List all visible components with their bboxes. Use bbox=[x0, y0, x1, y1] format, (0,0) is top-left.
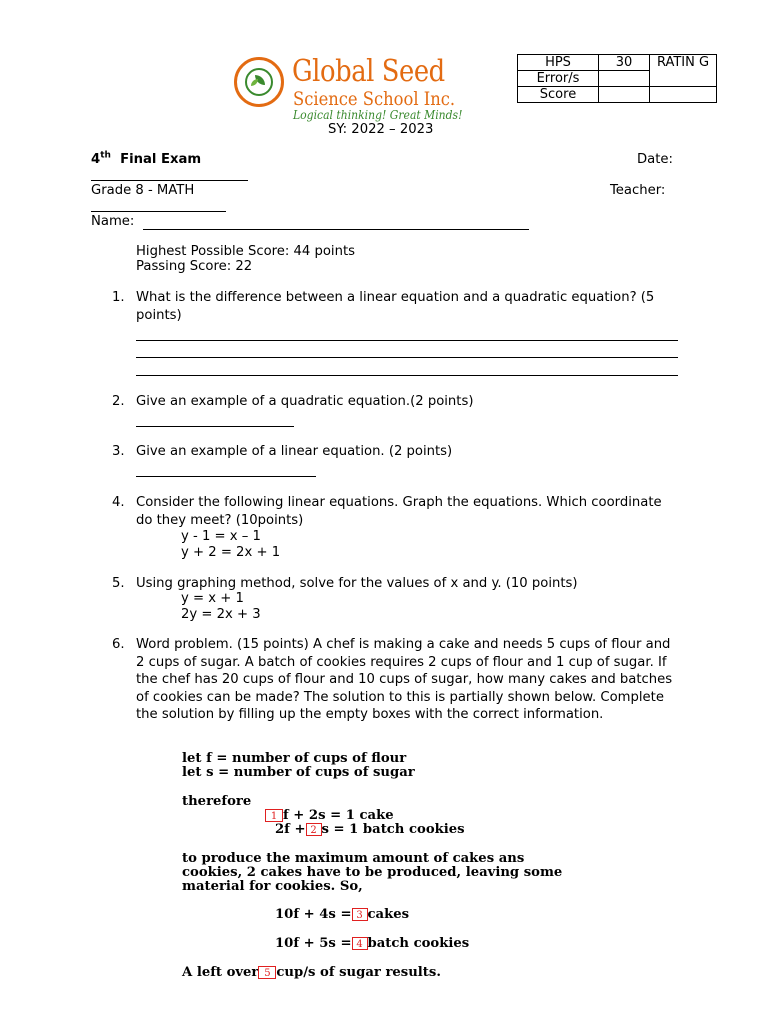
question-text: Word problem. (15 points) A chef is making a cake and needs 5 cups of flour and 2 cups of sugar. A batch of cookies requires 2 cups of flour and 1 cup of sugar. If the chef has 20 cups of flour and 10 cups of sugar, how many cakes and batches of cookies can be made? The solution to this is partially shown below. Complete the solution by filling up the empty boxes with the correct information. bbox=[136, 637, 673, 723]
name-label: Name: bbox=[91, 214, 135, 229]
solution-paragraph-line: to produce the maximum amount of cakes ans bbox=[182, 851, 525, 866]
solution-therefore: therefore bbox=[182, 794, 252, 809]
question-number: 6. bbox=[112, 637, 125, 652]
question-number: 4. bbox=[112, 495, 125, 510]
blank-line bbox=[91, 180, 248, 181]
question-1 bbox=[112, 289, 682, 324]
rating-cell[interactable] bbox=[650, 87, 717, 103]
answer-line[interactable] bbox=[136, 340, 678, 341]
solution-equation-1: 1 f + 2s = 1 cake bbox=[265, 809, 394, 823]
question-number: 1. bbox=[112, 290, 125, 305]
solution-paragraph-line: cookies, 2 cakes have to be produced, leaving some bbox=[182, 865, 563, 880]
solution-equation-5: A left over 5 cup/s of sugar results. bbox=[182, 965, 441, 980]
errors-cell[interactable] bbox=[599, 71, 650, 87]
name-answer-line[interactable] bbox=[143, 229, 529, 230]
school-subname: Science School Inc. bbox=[293, 88, 456, 110]
equation: y + 2 = 2x + 1 bbox=[181, 545, 281, 560]
question-2 bbox=[112, 393, 682, 411]
school-seal-logo bbox=[234, 57, 284, 107]
question-4 bbox=[112, 494, 682, 529]
exam-title: 4th Final Exam bbox=[91, 150, 202, 167]
solution-let-s: let s = number of cups of sugar bbox=[182, 765, 415, 780]
equation: y = x + 1 bbox=[181, 591, 244, 606]
hps-value: 30 bbox=[599, 55, 650, 71]
date-label: Date: bbox=[637, 152, 673, 167]
school-year: SY: 2022 – 2023 bbox=[328, 122, 434, 137]
question-text: What is the difference between a linear equation and a quadratic equation? (5 points) bbox=[136, 290, 655, 323]
equation: 2y = 2x + 3 bbox=[181, 607, 261, 622]
question-text: Give an example of a quadratic equation.(2 points) bbox=[136, 394, 474, 409]
answer-box-1[interactable]: 1 bbox=[265, 809, 283, 822]
answer-line[interactable] bbox=[136, 476, 316, 477]
answer-line[interactable] bbox=[136, 426, 294, 427]
solution-equation-4: 10f + 5s = 4 batch cookies bbox=[275, 936, 470, 951]
question-text: Consider the following linear equations. Graph the equations. Which coordinate do they meet? (10points) bbox=[136, 495, 662, 528]
solution-equation-2: 2f + 2 s = 1 batch cookies bbox=[275, 822, 465, 837]
question-text: Give an example of a linear equation. (2 points) bbox=[136, 444, 453, 459]
teacher-label: Teacher: bbox=[610, 183, 666, 198]
answer-line[interactable] bbox=[136, 375, 678, 376]
question-6 bbox=[112, 636, 682, 724]
question-3 bbox=[112, 443, 682, 461]
hps-label: HPS bbox=[518, 55, 599, 71]
solution-paragraph-line: material for cookies. So, bbox=[182, 879, 363, 894]
score-label: Score bbox=[518, 87, 599, 103]
score-cell[interactable] bbox=[599, 87, 650, 103]
score-table bbox=[517, 54, 717, 103]
rating-label: RATIN G bbox=[650, 55, 717, 87]
question-5 bbox=[112, 575, 682, 593]
passing-score: Passing Score: 22 bbox=[136, 259, 253, 274]
question-number: 2. bbox=[112, 394, 125, 409]
answer-box-5[interactable]: 5 bbox=[258, 966, 276, 979]
equation: y - 1 = x – 1 bbox=[181, 529, 261, 544]
answer-box-2[interactable]: 2 bbox=[306, 823, 322, 836]
answer-box-3[interactable]: 3 bbox=[352, 908, 368, 921]
school-name: Global Seed bbox=[292, 54, 445, 89]
solution-equation-3: 10f + 4s = 3 cakes bbox=[275, 907, 410, 922]
question-number: 5. bbox=[112, 576, 125, 591]
blank-line bbox=[91, 211, 226, 212]
grade-subject: Grade 8 - MATH bbox=[91, 183, 195, 198]
question-text: Using graphing method, solve for the values of x and y. (10 points) bbox=[136, 576, 578, 591]
school-tagline: Logical thinking! Great Minds! bbox=[293, 108, 463, 122]
errors-label: Error/s bbox=[518, 71, 599, 87]
solution-let-f: let f = number of cups of flour bbox=[182, 751, 407, 766]
highest-possible-score: Highest Possible Score: 44 points bbox=[136, 244, 355, 259]
answer-line[interactable] bbox=[136, 357, 678, 358]
answer-box-4[interactable]: 4 bbox=[352, 937, 368, 950]
question-number: 3. bbox=[112, 444, 125, 459]
